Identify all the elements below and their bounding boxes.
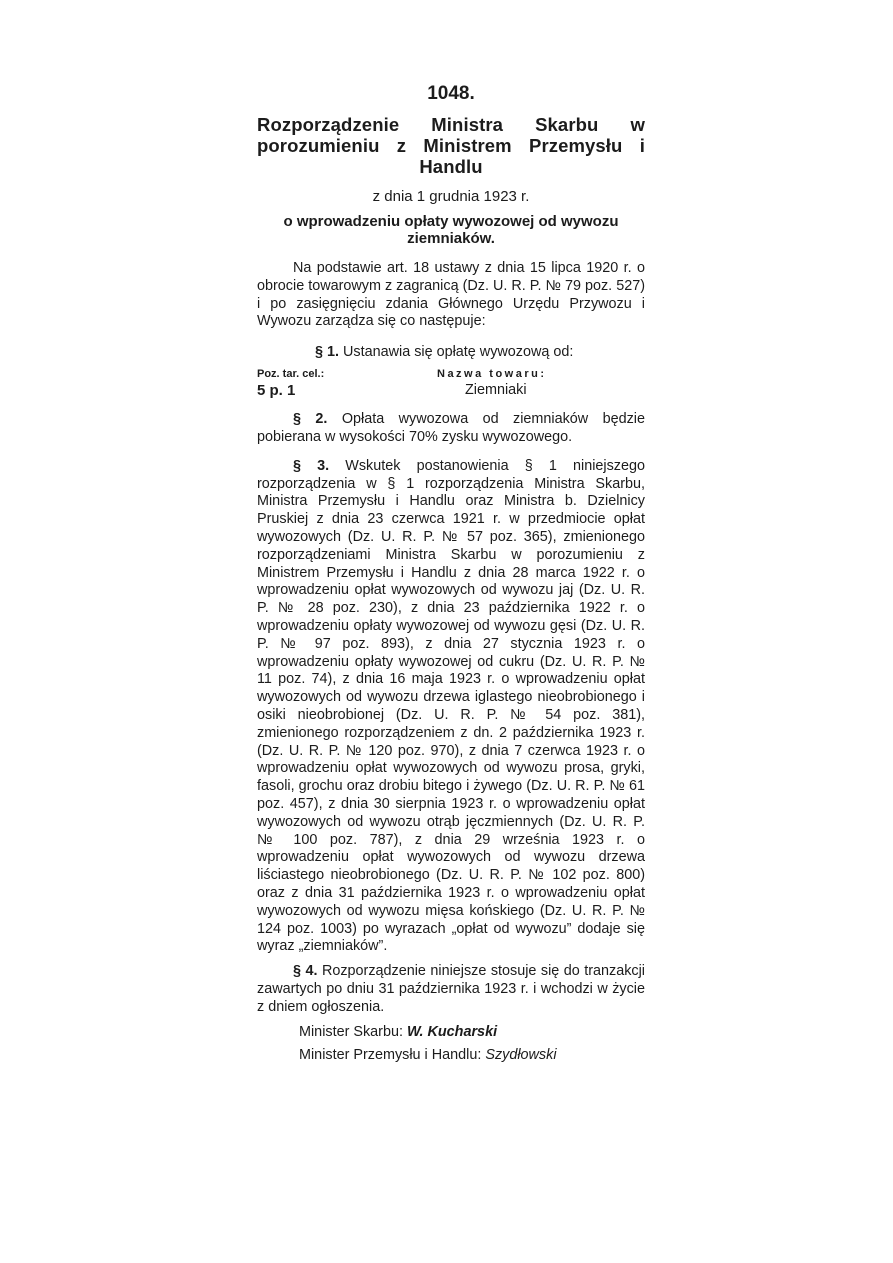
section-4-label: § 4. <box>293 963 318 980</box>
section-2-label: § 2. <box>293 411 328 428</box>
tariff-table-header <box>257 367 645 381</box>
section-2-text: Opłata wywozowa od ziemniaków będzie pobierana w wysokości 70% zysku wywozowego. <box>257 411 646 445</box>
signature-role: Minister Przemysłu i Handlu: <box>299 1047 482 1064</box>
section-2 <box>257 411 645 447</box>
section-4 <box>257 963 645 1016</box>
signature-finance-minister <box>257 1023 645 1041</box>
table-row <box>257 381 645 400</box>
section-4-text: Rozporządzenie niniejsze stosuje się do tranzakcji zawartych po dniu 31 października 1923 r. i wchodzi w życie z dniem ogłoszenia. <box>257 963 645 1015</box>
section-1 <box>257 343 645 361</box>
section-3-label: § 3. <box>293 457 330 474</box>
document-number: 1048. <box>427 83 475 104</box>
document-date: z dnia 1 grudnia 1923 r. <box>372 188 530 205</box>
section-1-text: Ustanawia się opłatę wywozową od: <box>343 344 574 361</box>
document-page <box>257 82 645 1064</box>
tariff-position: 5 p. 1 <box>257 382 296 400</box>
document-subject: o wprowadzeniu opłaty wywozowej od wywozu ziemniaków. <box>283 213 619 247</box>
section-1-label: § 1. <box>315 344 340 361</box>
goods-col-header: Nazwa towaru: <box>437 368 547 381</box>
section-3 <box>257 458 645 956</box>
signature-name: Szydłowski <box>485 1047 557 1064</box>
signature-name: W. Kucharski <box>406 1024 498 1041</box>
goods-name: Ziemniaki <box>465 382 527 399</box>
section-3-text: Wskutek postanowienia § 1 niniejszego rozporządzenia w § 1 rozporządzenia Ministra Skarbu, Ministra Przemysłu i Handlu oraz Ministra b. Dzielnicy Pruskiej z dnia 23 czerwca 1921 r. w przedmiocie opłat wywozowych (Dz. U. R. P. № 57 poz. 365), zmienionego rozporządzeniami Ministra Skarbu w porozumieniu z Ministrem Przemysłu i Handlu z dnia 28 marca 1922 r. o wprowadzeniu opłat wywozowych od wywozu jaj (Dz. U. R. P. № 28 poz. 230), z dnia 23 października 1922 r. o wprowadzeniu opłaty wywozowej od wywozu gęsi (Dz. U. R. P. № 97 poz. 893), z dnia 27 stycznia 1923 r. o wprowadzeniu opłaty wywozowej od cukru (Dz. U. R. P. № 11 poz. 74), z dnia 16 maja 1923 r. o wprowadzeniu opłat wywozowych od wywozu drzewa iglastego nieobrobionego i osiki nieobrobionej (Dz. U. R. P. № 54 poz. 381), zmienionego rozporządzeniem z dn. 2 października 1923 r. (Dz. U. R. P. № 120 poz. 970), z dnia 7 czerwca 1923 r. o wprowadzeniu opłat wywozowych od wywozu prosa, gryki, fasoli, grochu oraz drobiu bitego i żywego (Dz. U. R. P. № 61 poz. 457), z dnia 30 sierpnia 1923 r. o wprowadzeniu opłat wywozowych od wywozu otrąb jęczmiennych (Dz. U. R. P. № 100 poz. 787), z dnia 29 września 1923 r. o wprowadzeniu opłat wywozowych od wywozu drzewa liściastego nieobrobionego (Dz. U. R. P. № 102 poz. 800) oraz z dnia 31 października 1923 r. o wprowadzeniu opłat wywozowych od wywozu mięsa końskiego (Dz. U. R. P. № 124 poz. 1003) po wyrazach „opłat od wywozu” dodaje się wyraz „ziemniaków”. <box>257 457 645 955</box>
signature-role: Minister Skarbu: <box>299 1024 403 1041</box>
document-title: Rozporządzenie Ministra Skarbu w porozumieniu z Ministrem Przemysłu i Handlu <box>257 114 645 177</box>
signature-industry-minister <box>257 1046 645 1064</box>
preamble-paragraph: Na podstawie art. 18 ustawy z dnia 15 lipca 1920 r. o obrocie towarowym z zagranicą (Dz. U. R. P. № 79 poz. 527) i po zasięgnięciu zdania Głównego Urzędu Przywozu i Wywozu zarządza się co następuje: <box>257 260 645 330</box>
tariff-col-header: Poz. tar. cel.: <box>257 368 325 381</box>
